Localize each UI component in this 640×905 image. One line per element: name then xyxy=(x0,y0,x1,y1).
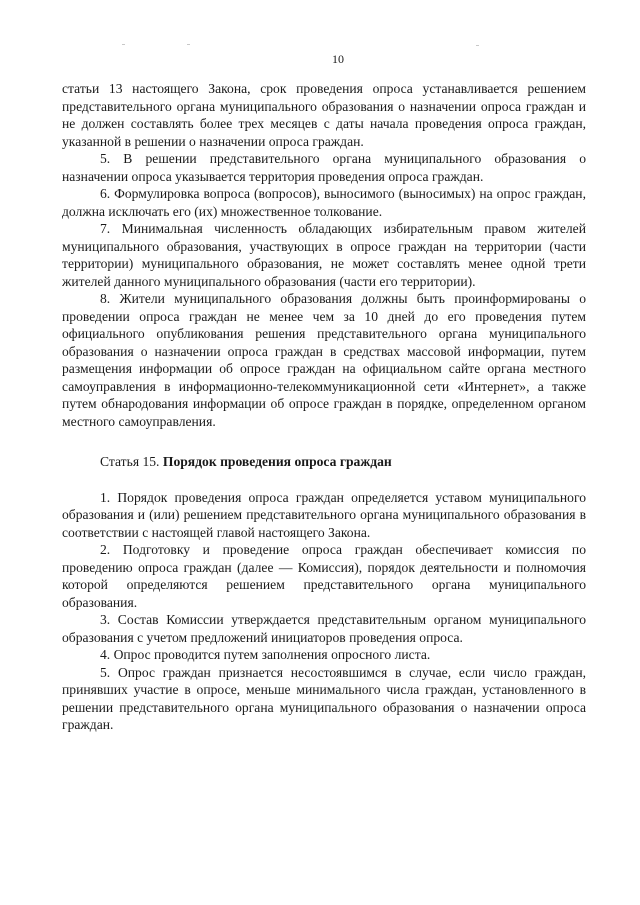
document-body xyxy=(62,80,586,734)
page-number: 10 xyxy=(332,52,344,66)
paragraph-item-6: 6. Формулировка вопроса (вопросов), выносимого (выносимых) на опрос граждан, должна исключать его (их) множественное толкование. xyxy=(62,186,586,219)
article-paragraph-1: 1. Порядок проведения опроса граждан определяется уставом муниципального образования и (или) решением представительного органа муниципального образования в соответствии с настоящей главой настоящего Закона. xyxy=(62,489,586,540)
article-title: Порядок проведения опроса граждан xyxy=(162,454,392,469)
scan-speck xyxy=(122,44,125,45)
paragraph-item-7: 7. Минимальная численность обладающих избирательным правом жителей муниципального образования, участвующих в опросе граждан на территории (части территории) муниципального образования, не может составлять менее одной трети жителей данного муниципального образования (части его территории). xyxy=(62,221,586,289)
article-paragraph-4: 4. Опрос проводится путем заполнения опросного листа. xyxy=(100,647,431,662)
article-paragraph-2: 2. Подготовку и проведение опроса граждан обеспечивает комиссия по проведению опроса граждан (далее — Комиссия), порядок деятельности и полномочия которой определяются решением представительного органа муниципального образования. xyxy=(62,542,586,610)
paragraph-item-8: 8. Жители муниципального образования должны быть проинформированы о проведении опроса граждан не менее чем за 10 дней до его проведения путем официального опубликования решения представительного органа муниципального образования о назначении опроса граждан в средствах массовой информации, путем размещения информации об опросе граждан на официальном сайте органа местного самоуправления в информационно-телекоммуникационной сети «Интернет», а также путем обнародования информации об опросе граждан в порядке, определенном органом местного самоуправления. xyxy=(62,291,586,429)
scan-speck xyxy=(187,44,190,45)
article-heading xyxy=(62,453,586,471)
scan-speck xyxy=(476,45,479,46)
article-label: Статья 15. xyxy=(100,454,160,469)
paragraph-continuation: статьи 13 настоящего Закона, срок проведения опроса устанавливается решением представительного органа муниципального образования о назначении опроса граждан и не должен составлять более трех месяцев с даты начала проведения опроса граждан, указанной в решении о назначении опроса граждан. xyxy=(62,81,586,149)
article-paragraph-5: 5. Опрос граждан признается несостоявшимся в случае, если число граждан, принявших участие в опросе, меньше минимального числа граждан, установленного в решении представительного органа муниципального образования о назначении опроса граждан. xyxy=(62,664,586,732)
paragraph-item-5: 5. В решении представительного органа муниципального образования о назначении опроса указывается территория проведения опроса граждан. xyxy=(62,151,586,184)
article-paragraph-3: 3. Состав Комиссии утверждается представительным органом муниципального образования с учетом предложений инициаторов проведения опроса. xyxy=(62,612,586,645)
